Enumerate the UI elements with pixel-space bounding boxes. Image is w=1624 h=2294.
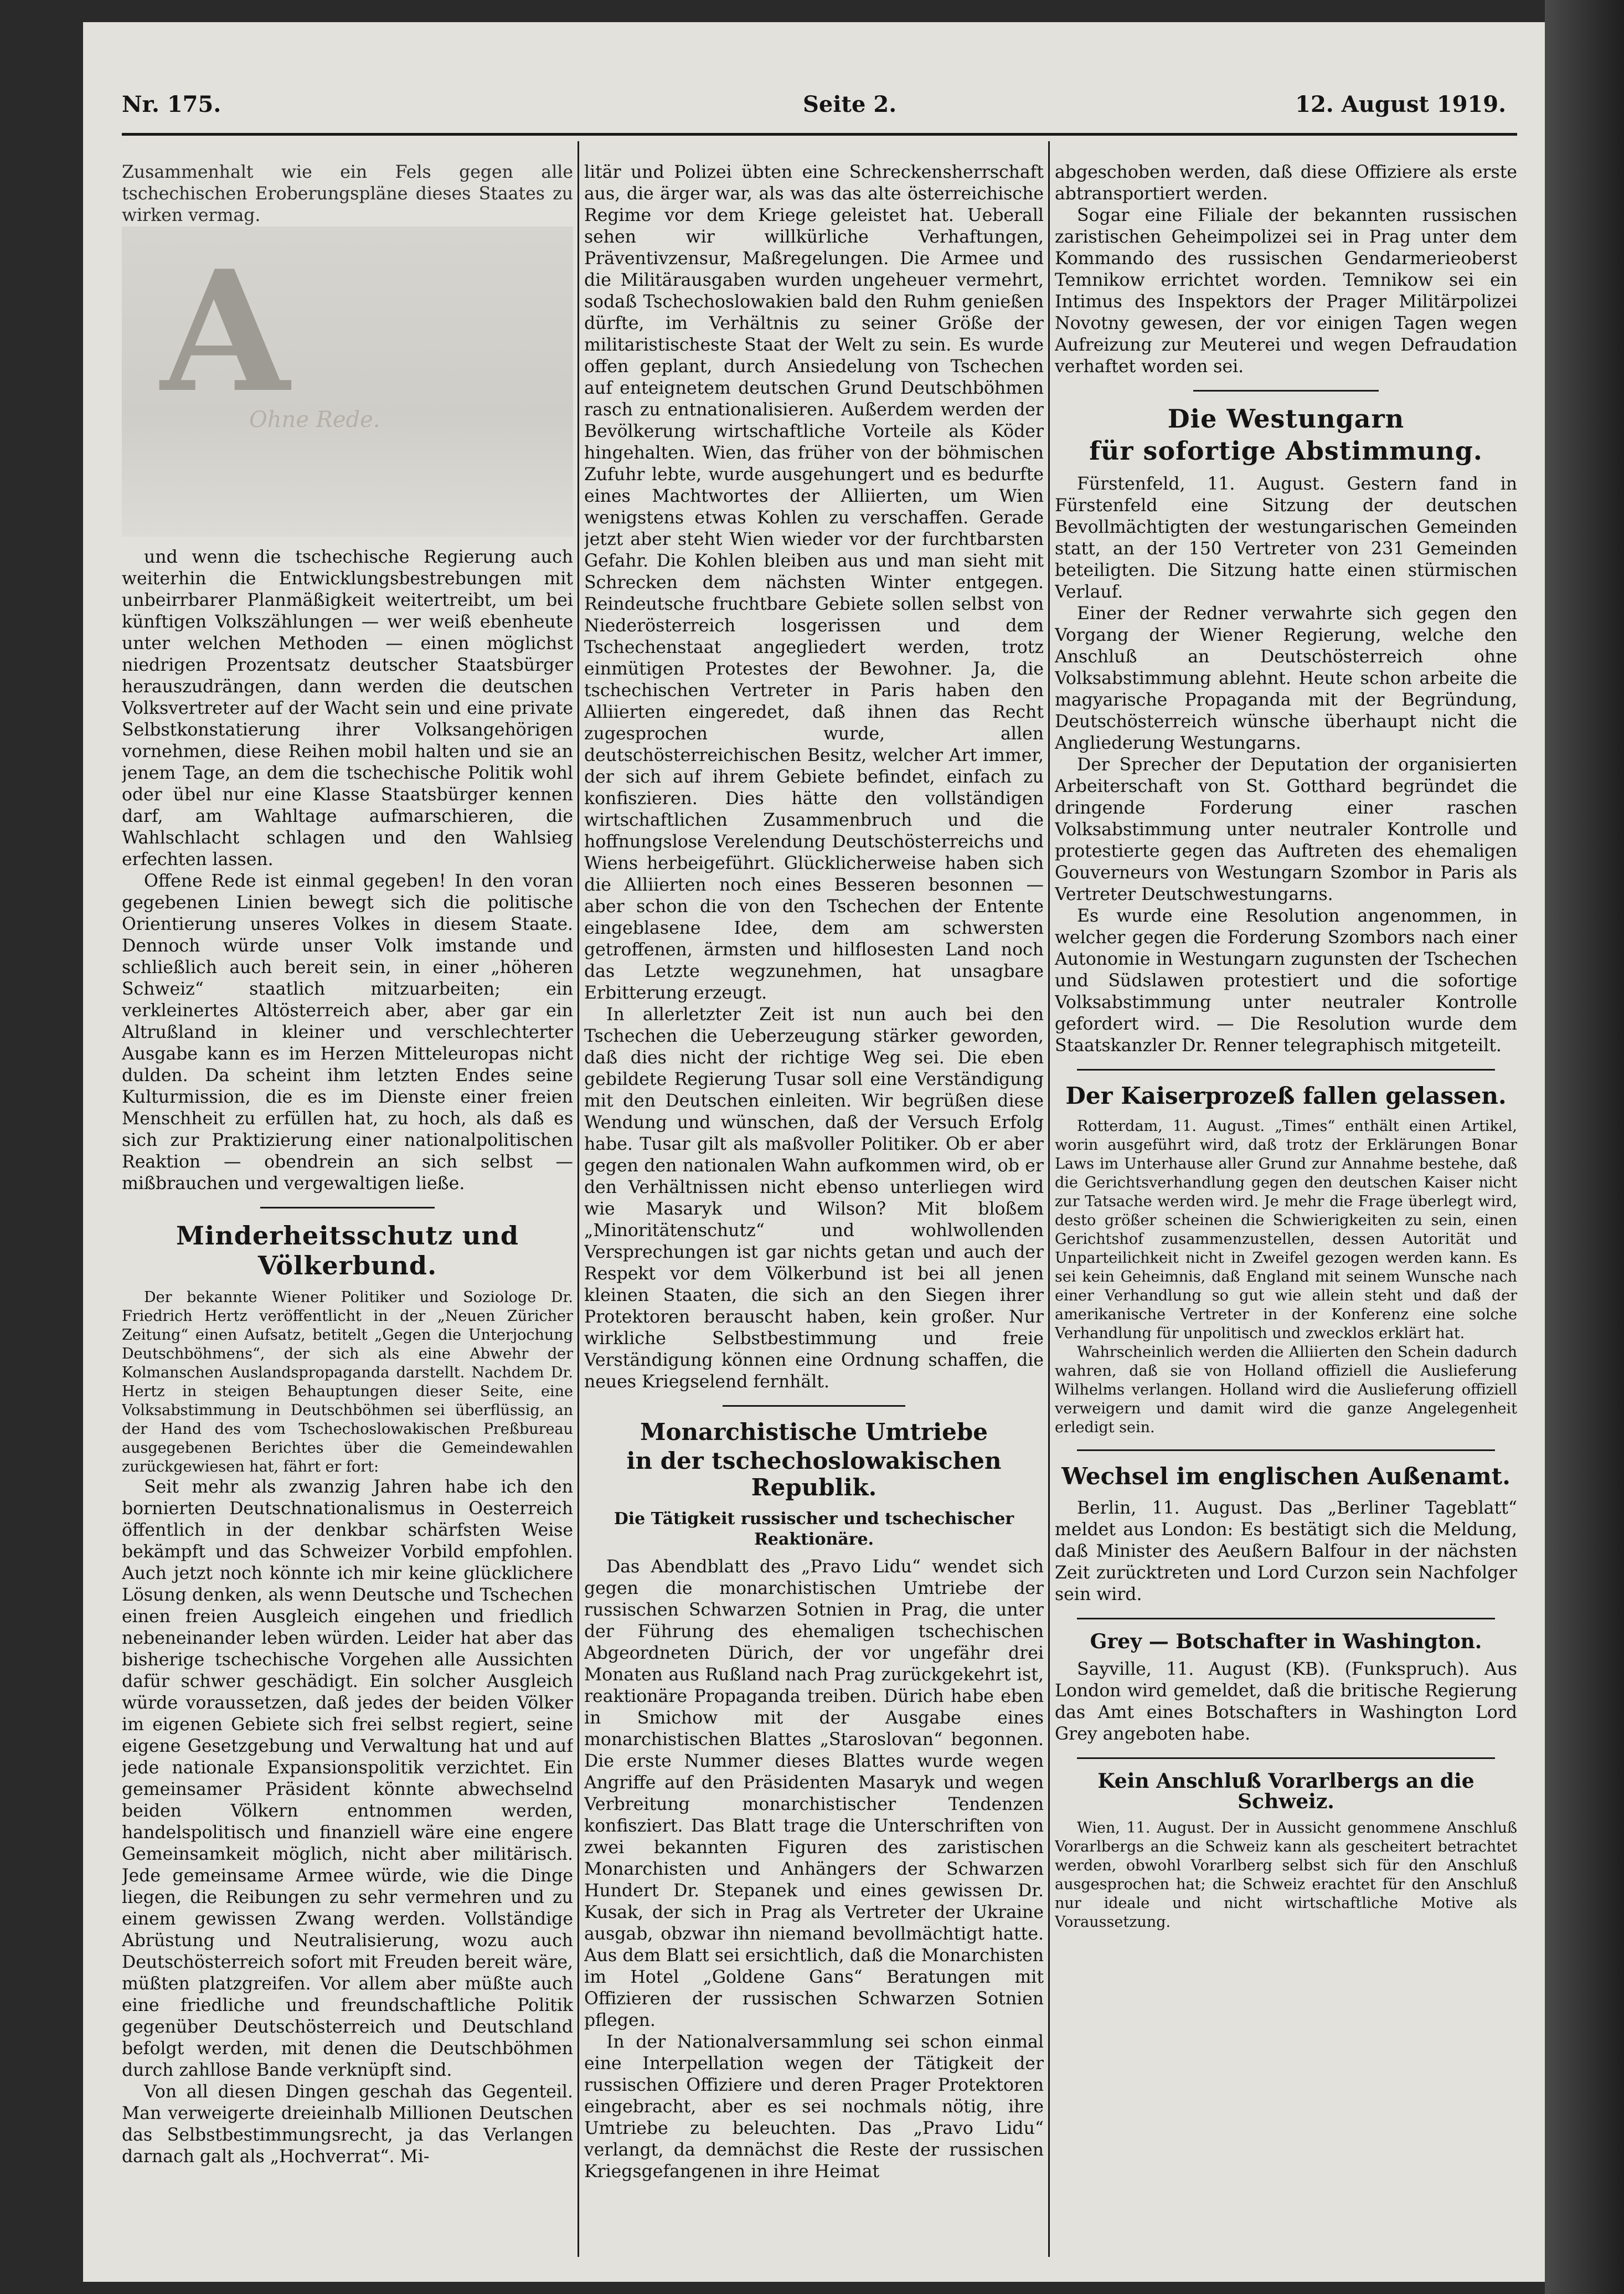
paragraph: und wenn die tschechische Regierung auch weiterhin die Entwicklungsbestrebungen mit unbeirrbarer Planmäßigkeit weitertreibt, um bei künftigen Volkszählungen — wer weiß ebenheute unter welchen Methoden — einen möglichst niedrigen Prozentsatz deutscher Staatsbürger herauszudrängen, dann werden die deutschen Volksvertreter auf der Wacht sein und eine private Selbstkonstatierung ihrer Volksangehörigen vornehmen, diese Reihen mobil halten und sie an jenem Tage, an dem die tschechische Politik wohl oder übel nur eine Klasse Staatsbürger kennen darf, am Wahltage aufmarschieren, die Wahlschlacht schlagen und den Wahlsieg erfechten lassen. xyxy=(122,547,573,870)
paragraph: Sogar eine Filiale der bekannten russischen zaristischen Geheimpolizei sei in Prag unter dem Kommando des russischen Gendarmerieoberst Temnikow errichtet worden. Temnikow sei ein Intimus des Inspektors der Prager Militärpolizei Novotny gewesen, der vor einigen Tagen wegen Aufreizung zur Meuterei und wegen Defraudation verhaftet worden sei. xyxy=(1055,205,1517,377)
column-rule-2 xyxy=(1048,141,1050,2257)
headline-vorarlberg: Kein Anschluß Vorarlbergs an die Schweiz. xyxy=(1097,1770,1475,1813)
column-left xyxy=(122,162,573,2255)
separator xyxy=(1077,1618,1495,1619)
paragraph: Rotterdam, 11. August. „Times“ enthält einen Artikel, worin ausgeführt wird, daß trotz der Erklärungen Bonar Laws im Unterhause aller Grund zur Annahme bestehe, daß die Gerichtsverhandlung gegen den deutschen Kaiser nicht zur Tatsache werden wird. Je mehr die Frage überlegt wird, desto größer scheinen die Schwierigkeiten zu sein, einen Gerichtshof zusammenzustellen, dessen Autorität und Unparteilichkeit nicht in Zweifel gezogen werden kann. Es sei kein Geheimnis, daß England mit seinem Wunsche nach einer Verhandlung so gut wie allein steht und daß der amerikanische Vertreter in der Konferenz eine solche Verhandlung für unpolitisch und zwecklos erklärt hat. xyxy=(1055,1118,1517,1342)
paragraph: litär und Polizei übten eine Schreckensherrschaft aus, die ärger war, als was das alte österreichische Regime vor dem Kriege geleistet hat. Ueberall sehen wir willkürliche Verhaftungen, Präventivzensur, Maßregelungen. Die Armee und die Militärausgaben wurden ungeheuer vermehrt, sodaß Tschechoslowakien bald den Ruhm genießen dürfte, im Verhältnis zu seiner Größe der militaristischeste Staat der Welt zu sein. Es wurde offen geplant, durch Ansiedelung von Tschechen auf enteignetem deutschen Grund Deutschböhmen rasch zu entnationalisieren. Außerdem werden der Bevölkerung wirtschaftliche Vorteile als Köder hingehalten. Wien, das früher von der böhmischen Zufuhr lebte, wurde ausgehungert und es bedurfte eines Machtwortes der Alliierten, um Wien wenigstens etwas Kohlen zu verschaffen. Gerade jetzt aber steht Wien wieder vor der furchtbarsten Gefahr. Die Kohlen bleiben aus und man sieht mit Schrecken dem nächsten Winter entgegen. Reindeutsche fruchtbare Gebiete sollen selbst von Niederösterreich losgerissen und dem Tschechenstaat angegliedert werden, trotz einmütigen Protestes der Bewohner. Ja, die tschechischen Vertreter in Paris haben den Alliierten eingeredet, daß ihnen das Recht zugesprochen wurde, allen deutschösterreichischen Besitz, welcher Art immer, der sich auf ihrem Gebiete befindet, einfach zu konfiszieren. Dies hätte den vollständigen wirtschaftlichen Zusammenbruch und die hoffnungslose Verelendung Deutschösterreichs und Wiens herbeigeführt. Glücklicherweise haben sich die Alliierten noch eines Besseren besonnen — aber schon die von den Tschechen der Entente eingeblasene Idee, dem am schwersten getroffenen, ärmsten und hilflosesten Land noch das Letzte wegzunehmen, hat unsagbare Erbitterung erzeugt. xyxy=(584,162,1044,1003)
paragraph: In der Nationalversammlung sei schon einmal eine Interpellation wegen der Tätigkeit der russischen Offiziere und deren Prager Protektoren eingebracht, aber es sei nochmals nötig, ihre Umtriebe zu beleuchten. Das „Pravo Lidu“ verlangt, da demnächst die Reste der russischen Kriegsgefangenen in ihre Heimat xyxy=(584,2032,1044,2182)
headline-westungarn-line2: für sofortige Abstimmung. xyxy=(1089,436,1483,466)
paragraph: Seit mehr als zwanzig Jahren habe ich den bornierten Deutschnationalismus in Oesterreich öffentlich in der denkbar schärfsten Weise bekämpft und das Schweizer Vorbild empfohlen. Auch jetzt noch könnte ich mir keine glücklichere Lösung denken, als wenn Deutsche und Tschechen einen freien Ausgleich eingehen und friedlich nebeneinander leben würden. Leider hat aber das bisherige tschechische Vorgehen alle Aussichten dafür schwer geschädigt. Ein solcher Ausgleich würde voraussetzen, daß jedes der beiden Völker im eigenen Gebiete sich frei selbst regiert, seine eigene Gesetzgebung und Verwaltung hat und auf jede nationale Expansionspolitik verzichtet. Ein gemeinsamer Präsident könnte abwechselnd beiden Völkern entnommen werden, handelspolitisch und finanziell wäre eine engere Gemeinsamkeit möglich, nicht aber militärisch. Jede gemeinsame Armee würde, wie die Dinge liegen, die Reibungen zu sehr vermehren und zu einem gewissen Zwang werden. Vollständige Abrüstung und Neutralisierung, wozu auch Deutschösterreich sofort mit Freuden bereit wäre, müßten platzgreifen. Vor allem aber müßte auch eine friedliche und freundschaftliche Politik gegenüber Deutschösterreich und Deutschland befolgt werden, mit denen die Deutschböhmen durch zahllose Bande verknüpft sind. xyxy=(122,1477,573,2080)
paragraph: Das Abendblatt des „Pravo Lidu“ wendet sich gegen die monarchistischen Umtriebe der russischen Schwarzen Sotnien in Prag, die unter der Führung des ehemaligen tschechischen Abgeordneten Dürich, der vor ungefähr drei Monaten aus Rußland nach Prag zurückgekehrt ist, reaktionäre Propaganda treiben. Dürich habe eben in Smichow mit der Ausgabe eines monarchistischen Blattes „Staroslovan“ begonnen. Die erste Nummer dieses Blattes wurde wegen Angriffe auf den Präsidenten Masaryk und wegen Verbreitung monarchistischer Tendenzen konfisziert. Das Blatt trage die Unterschriften von zwei bekannten Figuren des zaristischen Monarchisten und Anhängers der Schwarzen Hundert Dr. Stepanek und eines gewissen Dr. Kusak, der sich in Prag als Vertreter der Ukraine ausgab, obzwar ihn niemand bevollmächtigt hatte. Aus dem Blatt sei ersichtlich, daß die Monarchisten im Hotel „Goldene Gans“ Beratungen mit Offizieren der russischen Schwarzen Sotnien pflegen. xyxy=(584,1557,1044,2030)
column-rule-1 xyxy=(578,141,579,2257)
paragraph: Offene Rede ist einmal gegeben! In den voran gegebenen Linien bewegt sich die politische Orientierung unseres Volkes in diesem Staate. Dennoch würde unser Volk imstande und schließlich auch bereit sein, in einer „höheren Schweiz“ staatlich mitzuarbeiten; ein verkleinertes Altösterreich aber, aber gar ein Altrußland in kleiner und verschlechterter Ausgabe kann es im Herzen Mitteleuropas nicht dulden. Da scheint ihm letzten Endes seine Kulturmission, die es im Dienste einer freien Menschheit zu erfüllen hat, zu hoch, als daß es sich zur Praktizierung einer nationalpolitischen Reaktion — obendrein an sich selbst — mißbrauchen und vergewaltigen ließe. xyxy=(122,871,573,1194)
article-lede: Der bekannte Wiener Politiker und Soziologe Dr. Friedrich Hertz veröffentlicht in der „Neuen Züricher Zeitung“ einen Aufsatz, betitelt „Gegen die Unterjochung Deutschböhmens“, der sich als eine Abwehr der Kolmanschen Auslandspropaganda darstellt. Nachdem Dr. Hertz in steigen Behauptungen dieser Seite, eine Volksabstimmung in Deutschböhmen sei überflüssig, an der Hand des vom Tschechoslowakischen Preßbureau ausgegebenen Berichtes über die Gemeindewahlen zurückgewiesen hat, fährt er fort: xyxy=(122,1289,573,1475)
separator xyxy=(1077,1449,1495,1451)
issue-number: Nr. 175. xyxy=(122,91,221,117)
page-header xyxy=(122,91,1506,125)
header-rule xyxy=(122,133,1517,136)
separator xyxy=(1077,1757,1495,1759)
headline-minority: Minderheitsschutz und Völkerbund. xyxy=(176,1221,519,1280)
issue-date: 12. August 1919. xyxy=(1295,91,1506,117)
paragraph: In allerletzter Zeit ist nun auch bei den Tschechen die Ueberzeugung stärker geworden, daß dies nicht der richtige Weg sei. Die eben gebildete Regierung Tusar soll eine Verständigung mit den Deutschen einleiten. Wir begrüßen diese Wendung und wünschen, daß der Versuch Erfolg habe. Tusar gilt als maßvoller Politiker. Ob er aber gegen den nationalen Wahn aufkommen wird, ob er den Verhältnissen nicht ebenso unterliegen wird wie Masaryk und Wilson? Mit bloßem „Minoritätenschutz“ und wohlwollenden Versprechungen ist gar nichts getan und auch der Respekt vor dem Völkerbund ist bei all jenen kleinen Staaten, die sich an den Siegen ihrer Protektoren berauscht haben, kein großer. Nur wirkliche Selbstbestimmung und freie Verständigung können eine Ordnung schaffen, die neues Kriegselend fernhält. xyxy=(584,1005,1044,1392)
headline-monarch-line2: in der tschechoslowakischen Republik. xyxy=(626,1447,1002,1501)
paragraph: Wahrscheinlich werden die Alliierten den Schein dadurch wahren, daß sie von Holland offiziell die Auslieferung Wilhelms verlangen. Holland wird die Auslieferung offiziell verweigern und damit wird die ganze Angelegenheit erledigt sein. xyxy=(1055,1344,1517,1436)
scan-edge-shadow xyxy=(1545,0,1624,2294)
paragraph: Es wurde eine Resolution angenommen, in welcher gegen die Forderung Szombors nach einer Autonomie in Westungarn zugunsten der Tschechen und Südslawen protestiert und die sofortige Volksabstimmung unter neutraler Kontrolle gefordert wird. — Die Resolution wurde dem Staatskanzler Dr. Renner telegraphisch mitgeteilt. xyxy=(1055,906,1517,1056)
paragraph: Der Sprecher der Deputation der organisierten Arbeiterschaft von St. Gotthard begründet die dringende Forderung einer raschen Volksabstimmung unter neutraler Kontrolle und protestierte gegen das Auftreten des ehemaligen Gouverneurs von Westungarn Szombor in Paris als Vertreter Deutschwestungarns. xyxy=(1055,755,1517,904)
column-right xyxy=(1055,162,1517,2255)
blurred-initial: A xyxy=(161,234,290,429)
separator xyxy=(1077,1069,1495,1071)
smudged-area xyxy=(122,227,573,537)
separator xyxy=(1193,390,1379,392)
paragraph: abgeschoben werden, daß diese Offiziere als erste abtransportiert werden. xyxy=(1055,162,1517,204)
column-middle xyxy=(584,162,1044,2255)
paragraph: Einer der Redner verwahrte sich gegen den Vorgang der Wiener Regierung, welche den Anschluß an Deutschösterreich ohne Volksabstimmung ablehnt. Heute schon arbeite die magyarische Propaganda mit der Begründung, Deutschösterreich wünsche überhaupt nicht die Angliederung Westungarns. xyxy=(1055,604,1517,753)
paragraph: Wien, 11. August. Der in Aussicht genommene Anschluß Vorarlbergs an die Schweiz kann als gescheitert betrachtet werden, obwohl Vorarlberg selbst sich für den Anschluß ausgesprochen hat; die Schweiz erachtet für den Anschluß nur ideale und nicht wirtschaftliche Motive als Voraussetzung. xyxy=(1055,1819,1517,1931)
paragraph: Fürstenfeld, 11. August. Gestern fand in Fürstenfeld eine Sitzung der deutschen Bevollmächtigten der westungarischen Gemeinden statt, an der 150 Vertreter von 231 Gemeinden beteiligten. Die Sitzung hatte einen stürmischen Verlauf. xyxy=(1055,474,1517,602)
paragraph: Sayville, 11. August (KB). (Funkspruch). Aus London wird gemeldet, daß die britische Regierung das Amt eines Botschafters in Washington Lord Grey angeboten habe. xyxy=(1055,1659,1517,1744)
separator xyxy=(260,1207,435,1208)
intro-paragraph: Zusammenhalt wie ein Fels gegen alle tschechischen Eroberungspläne dieses Staates zu wirken vermag. xyxy=(122,162,573,225)
ghost-heading: Ohne Rede. xyxy=(249,407,380,433)
paragraph: Von all diesen Dingen geschah das Gegenteil. Man verweigerte dreieinhalb Millionen Deutschen das Selbstbestimmungsrecht, ja das Verlangen darnach galt als „Hochverrat“. Mi- xyxy=(122,2082,573,2167)
headline-kaiserprozess: Der Kaiserprozeß fallen gelassen. xyxy=(1065,1082,1507,1109)
headline-westungarn-line1: Die Westungarn xyxy=(1167,404,1405,434)
subheadline-monarch: Die Tätigkeit russischer und tschechischer Reaktionäre. xyxy=(613,1509,1014,1549)
headline-monarch-line1: Monarchistische Umtriebe xyxy=(640,1418,988,1446)
page-number: Seite 2. xyxy=(803,91,897,117)
separator xyxy=(723,1405,905,1407)
headline-grey: Grey — Botschafter in Washington. xyxy=(1090,1630,1482,1653)
headline-wechsel: Wechsel im englischen Außenamt. xyxy=(1061,1463,1510,1490)
newspaper-page xyxy=(83,22,1545,2282)
paragraph: Berlin, 11. August. Das „Berliner Tageblatt“ meldet aus London: Es bestätigt sich die Meldung, daß Minister des Aeußern Balfour in der nächsten Zeit zurücktreten und Lord Curzon sein Nachfolger sein wird. xyxy=(1055,1498,1517,1604)
